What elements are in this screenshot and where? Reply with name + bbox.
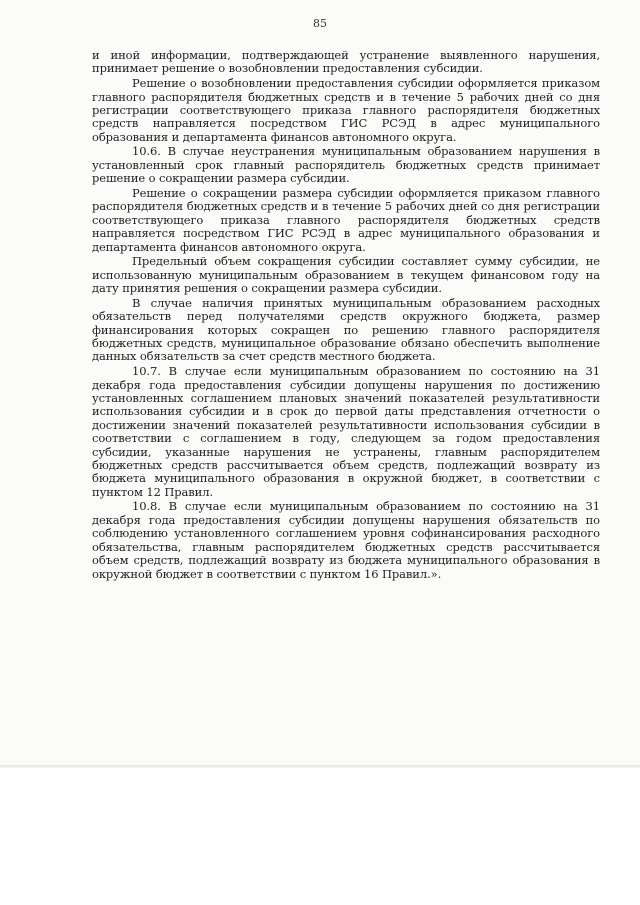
paragraph: Решение о сокращении размера субсидии оформляется приказом главного распорядителя бюджетных средств и в течение 5 рабочих дней со дня регистрации соответствующего приказа главного распорядителя бюджетных средств направляется посредством ГИС РСЭД в адрес муниципального образования и департамента финансов автономного округа. [92,185,600,254]
paragraph: В случае наличия принятых муниципальным образованием расходных обязательств перед получателями средств окружного бюджета, размер финансирования которых сокращен по решению главного распорядителя бюджетных средств, муниципальное образование обязано обеспечить выполнение данных обязательств за счет средств местного бюджета. [92,295,600,364]
paragraph: 10.6. В случае неустранения муниципальным образованием нарушения в установленный срок главный распорядитель бюджетных средств принимает решение о сокращении размера субсидии. [92,144,600,186]
paragraph: 10.8. В случае если муниципальным образованием по состоянию на 31 декабря года предоставления субсидии допущены нарушения обязательств по соблюдению установленного соглашением уровня софинансирования расходного обязательства, главным распорядителем бюджетных средств рассчитывается объем средств, подлежащий возврату из бюджета муниципального образования в окружной бюджет в соответствии с пунктом 16 Правил.». [92,499,600,581]
paragraph: Решение о возобновлении предоставления субсидии оформляется приказом главного распорядителя бюджетных средств и в течение 5 рабочих дней со дня регистрации соответствующего приказа главного распорядителя бюджетных средств направляется посредством ГИС РСЭД в адрес муниципального образования и департамента финансов автономного округа. [92,76,600,144]
page-number: 85 [313,17,327,30]
document-body [92,49,600,582]
scan-edge [0,765,640,768]
paragraph: и иной информации, подтверждающей устранение выявленного нарушения, принимает решение о возобновлении предоставления субсидии. [92,48,600,76]
paragraph: 10.7. В случае если муниципальным образованием по состоянию на 31 декабря года предоставления субсидии допущены нарушения по достижению установленных соглашением плановых значений показателей результативности использования субсидии и в срок до первой даты представления отчетности о достижении значений показателей результативности использования субсидии в соответствии с соглашением в году, следующем за годом предоставления субсидии, указанные нарушения не устранены, главным распорядителем бюджетных средств рассчитывается объем средств, подлежащий возврату из бюджета муниципального образования в окружной бюджет, в соответствии с пунктом 12 Правил. [92,364,600,499]
paragraph: Предельный объем сокращения субсидии составляет сумму субсидии, не использованную муниципальным образованием в текущем финансовом году на дату принятия решения о сокращении размера субсидии. [92,254,600,296]
